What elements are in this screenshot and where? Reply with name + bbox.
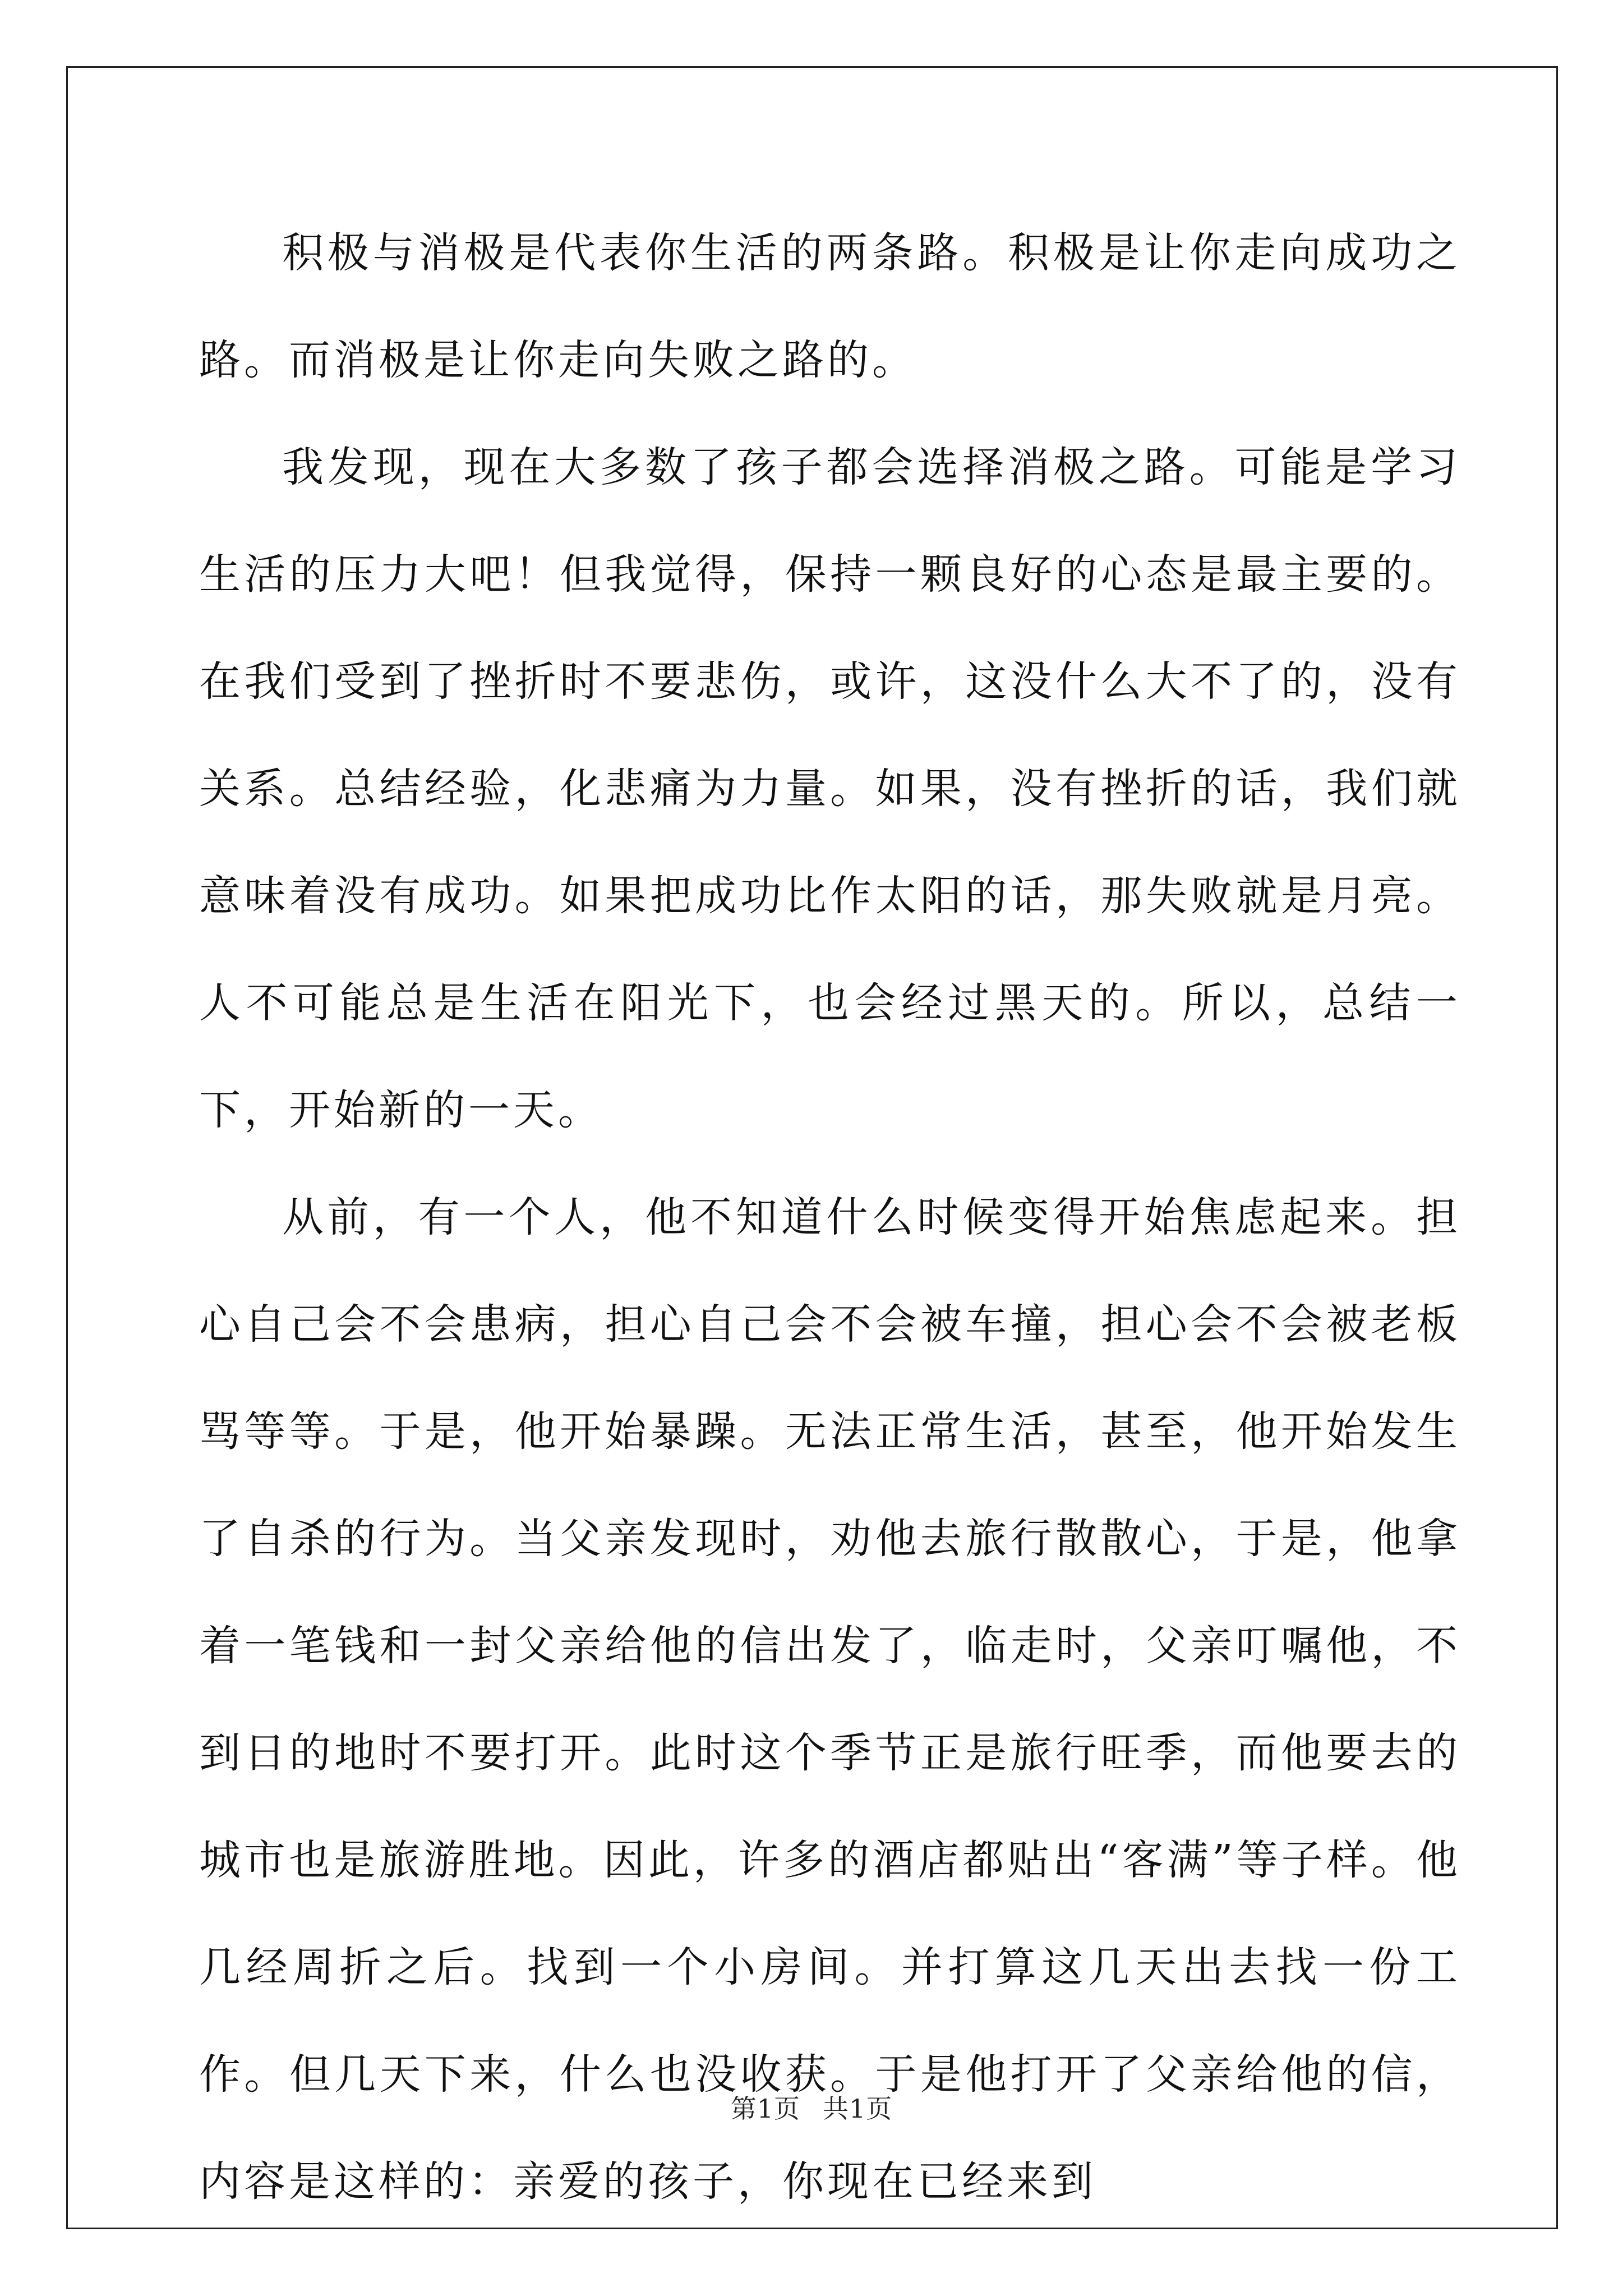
page-number: 第1页 xyxy=(730,2093,800,2124)
paragraph-2: 我发现，现在大多数了孩子都会选择消极之路。可能是学习生活的压力大吧！但我觉得，保持一颗良好的心态是最主要的。在我们受到了挫折时不要悲伤，或许，这没什么大不了的，没有关系。总结经验，化悲痛为力量。如果，没有挫折的话，我们就意味着没有成功。如果把成功比作太阳的话，那失败就是月亮。人不可能总是生活在阳光下，也会经过黑天的。所以，总结一下，开始新的一天。 xyxy=(199,443,1461,1134)
paragraph-1: 积极与消极是代表你生活的两条路。积极是让你走向成功之路。而消极是让你走向失败之路的。 xyxy=(199,229,1461,384)
document-body xyxy=(199,200,1461,2235)
page-total: 共1页 xyxy=(823,2093,893,2124)
paragraph-3: 从前，有一个人，他不知道什么时候变得开始焦虑起来。担心自己会不会患病，担心自己会不会被车撞，担心会不会被老板骂等等。于是，他开始暴躁。无法正常生活，甚至，他开始发生了自杀的行为。当父亲发现时，劝他去旅行散散心，于是，他拿着一笔钱和一封父亲给他的信出发了，临走时，父亲叮嘱他，不到日的地时不要打开。此时这个季节正是旅行旺季，而他要去的城市也是旅游胜地。因此，许多的酒店都贴出“客满”等子样。他几经周折之后。找到一个小房间。并打算这几天出去找一份工作。但几天下来，什么也没收获。于是他打开了父亲给他的信，内容是这样的：亲爱的孩子，你现在已经来到 xyxy=(199,1193,1461,2206)
page-footer xyxy=(0,2092,1623,2125)
